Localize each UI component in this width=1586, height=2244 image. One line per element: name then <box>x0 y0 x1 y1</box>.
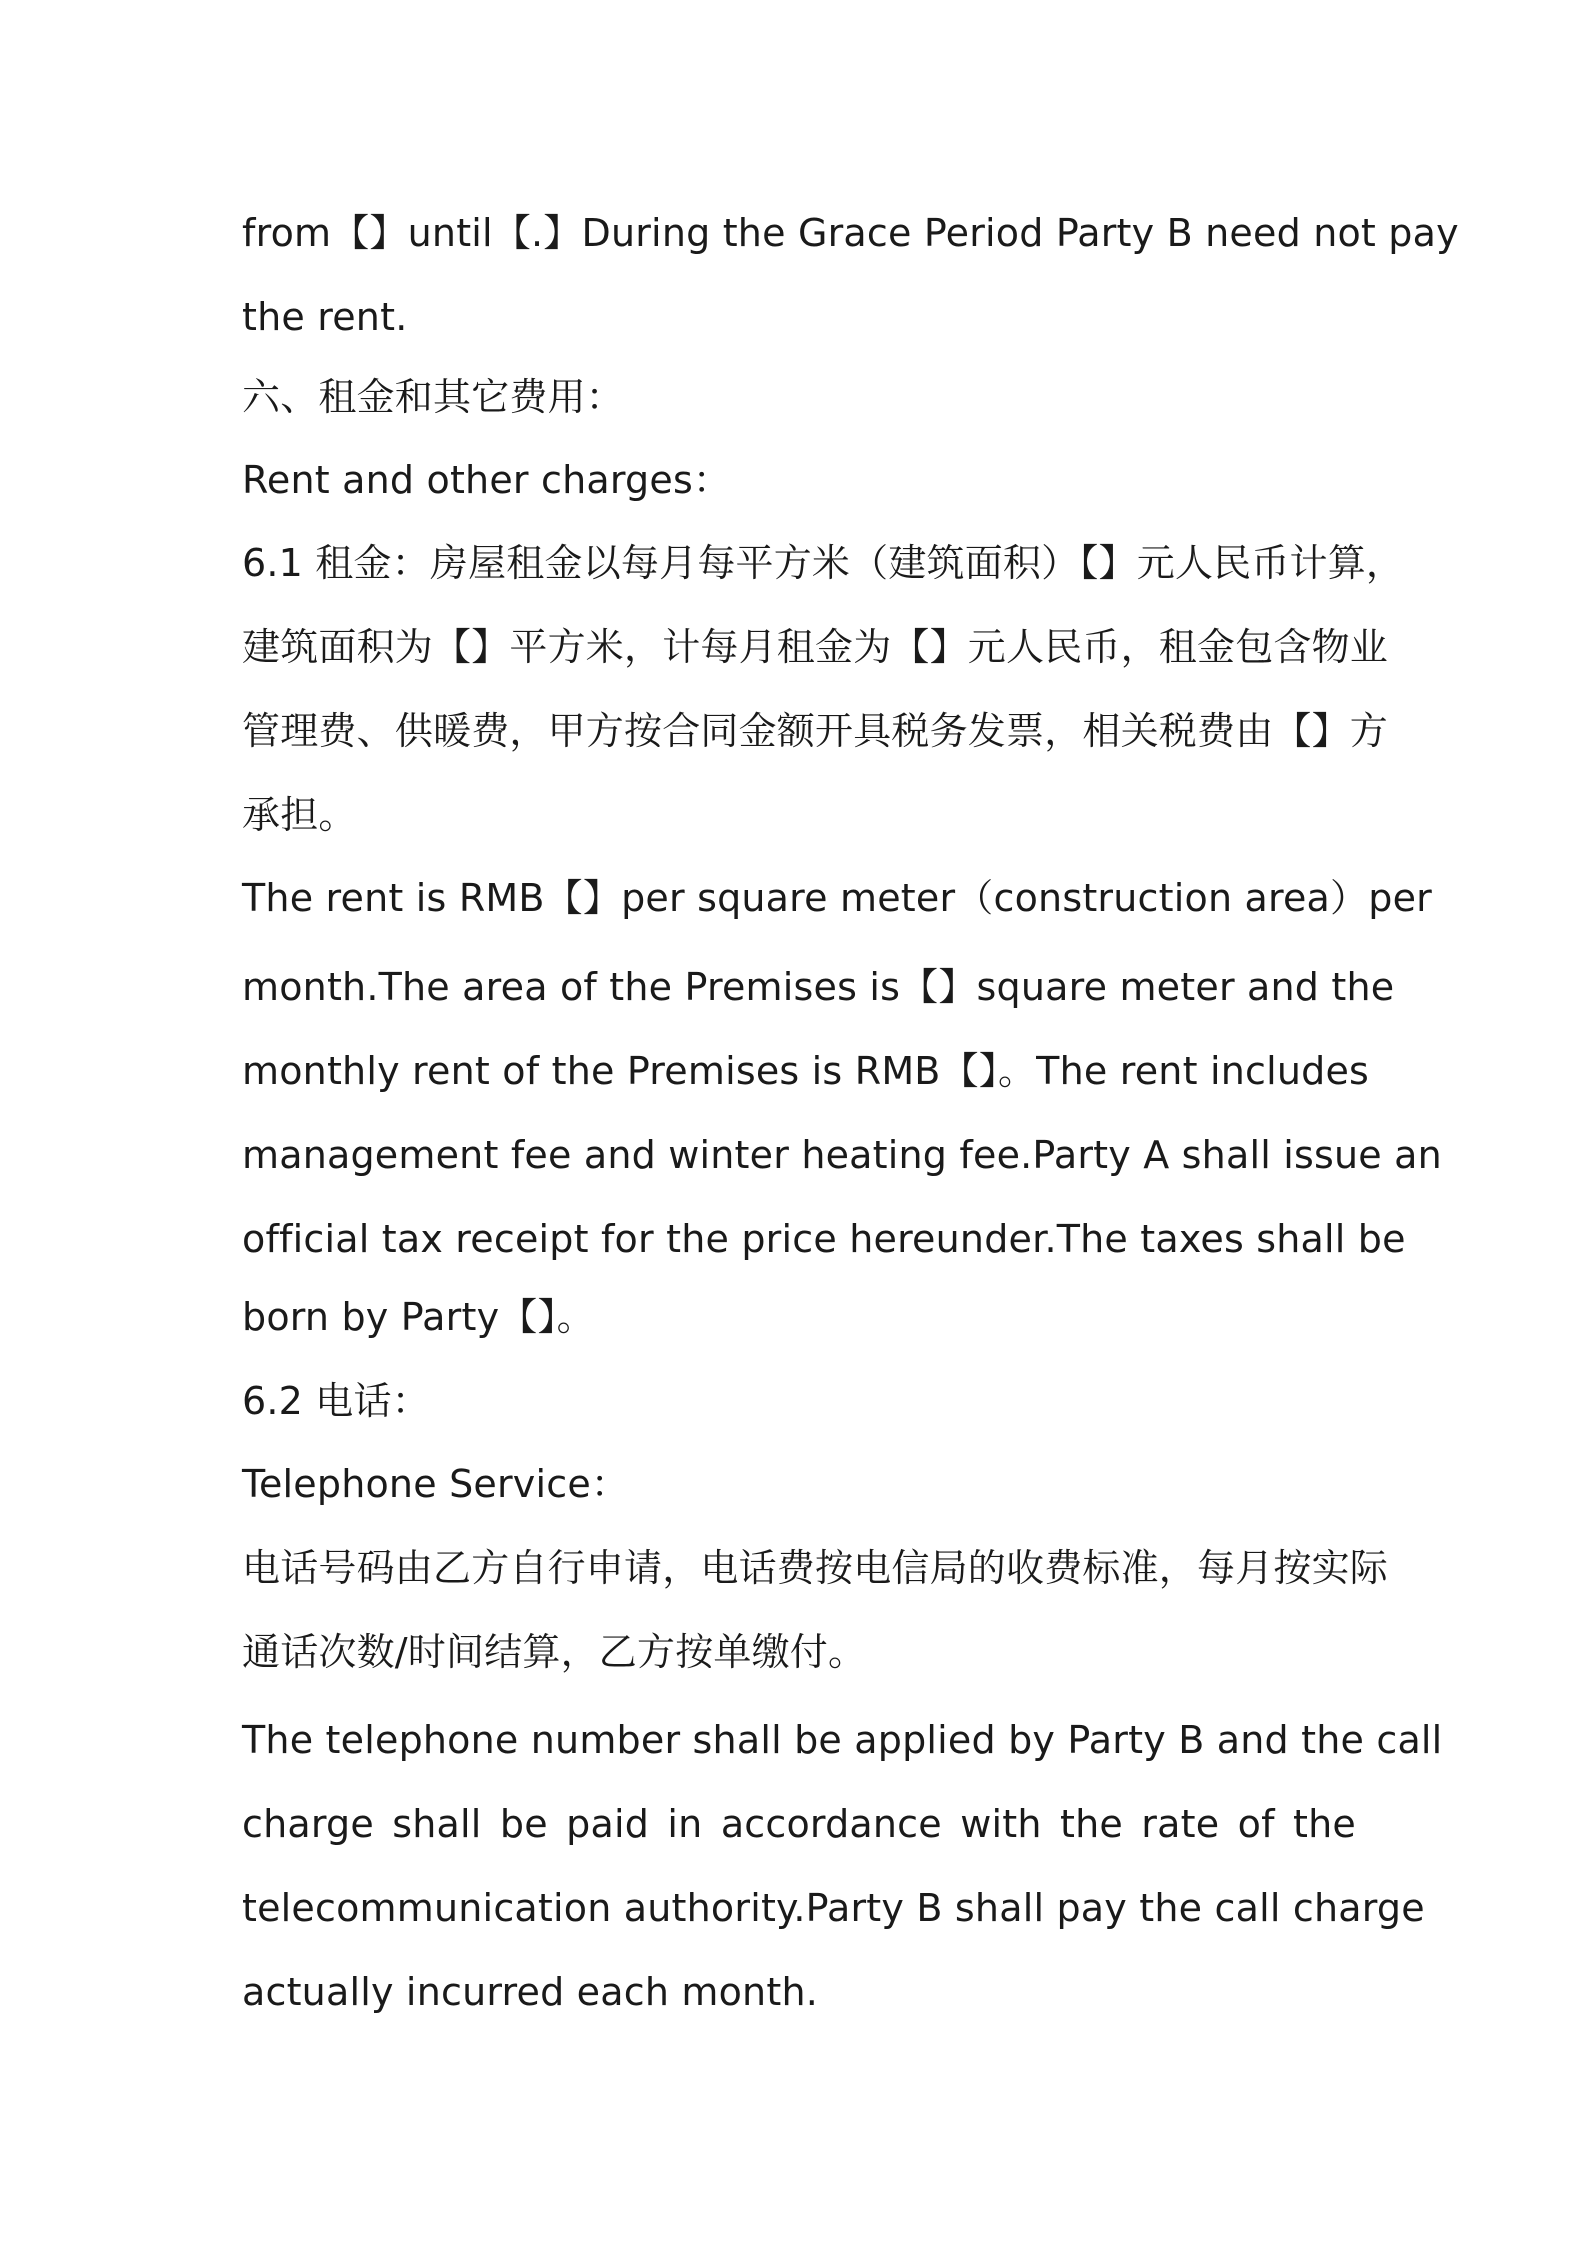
text-line: 管理费、供暖费，甲方按合同金额开具税务发票，相关税费由【】方 <box>242 709 1389 753</box>
text-line: monthly rent of the Premises is RMB【】。The rent includes <box>242 1049 1370 1093</box>
section-heading-en: Rent and other charges： <box>242 458 732 502</box>
text-line: 通话次数/时间结算，乙方按单缴付。 <box>242 1630 867 1674</box>
section-heading: 六、租金和其它费用： <box>242 375 625 419</box>
text-line: actually incurred each month. <box>242 1970 819 2014</box>
text-line: 建筑面积为【】平方米，计每月租金为【】元人民币，租金包含物业 <box>242 625 1389 669</box>
text-line: charge shall be paid in accordance with the rate of the <box>242 1802 1356 1846</box>
text-line: born by Party【】。 <box>242 1295 595 1339</box>
text-line: telecommunication authority.Party B shall pay the call charge <box>242 1886 1425 1930</box>
text-line: The rent is RMB【】per square meter（construction area）per <box>242 876 1432 920</box>
text-line: management fee and winter heating fee.Party A shall issue an <box>242 1133 1442 1177</box>
text-line: 承担。 <box>242 793 357 837</box>
section-heading-en: Telephone Service： <box>242 1462 630 1506</box>
text-line: from【】until【.】During the Grace Period Party B need not pay <box>242 211 1459 255</box>
text-line: 电话号码由乙方自行申请，电话费按电信局的收费标准，每月按实际 <box>242 1546 1389 1590</box>
section-heading: 6.2 电话： <box>242 1379 430 1423</box>
text-line: 6.1 租金：房屋租金以每月每平方米（建筑面积）【】元人民币计算， <box>242 541 1405 585</box>
text-line: official tax receipt for the price hereunder.The taxes shall be <box>242 1217 1406 1261</box>
text-line: the rent. <box>242 295 408 339</box>
text-line: month.The area of the Premises is【】square meter and the <box>242 965 1395 1009</box>
text-line: The telephone number shall be applied by Party B and the call <box>242 1718 1443 1762</box>
